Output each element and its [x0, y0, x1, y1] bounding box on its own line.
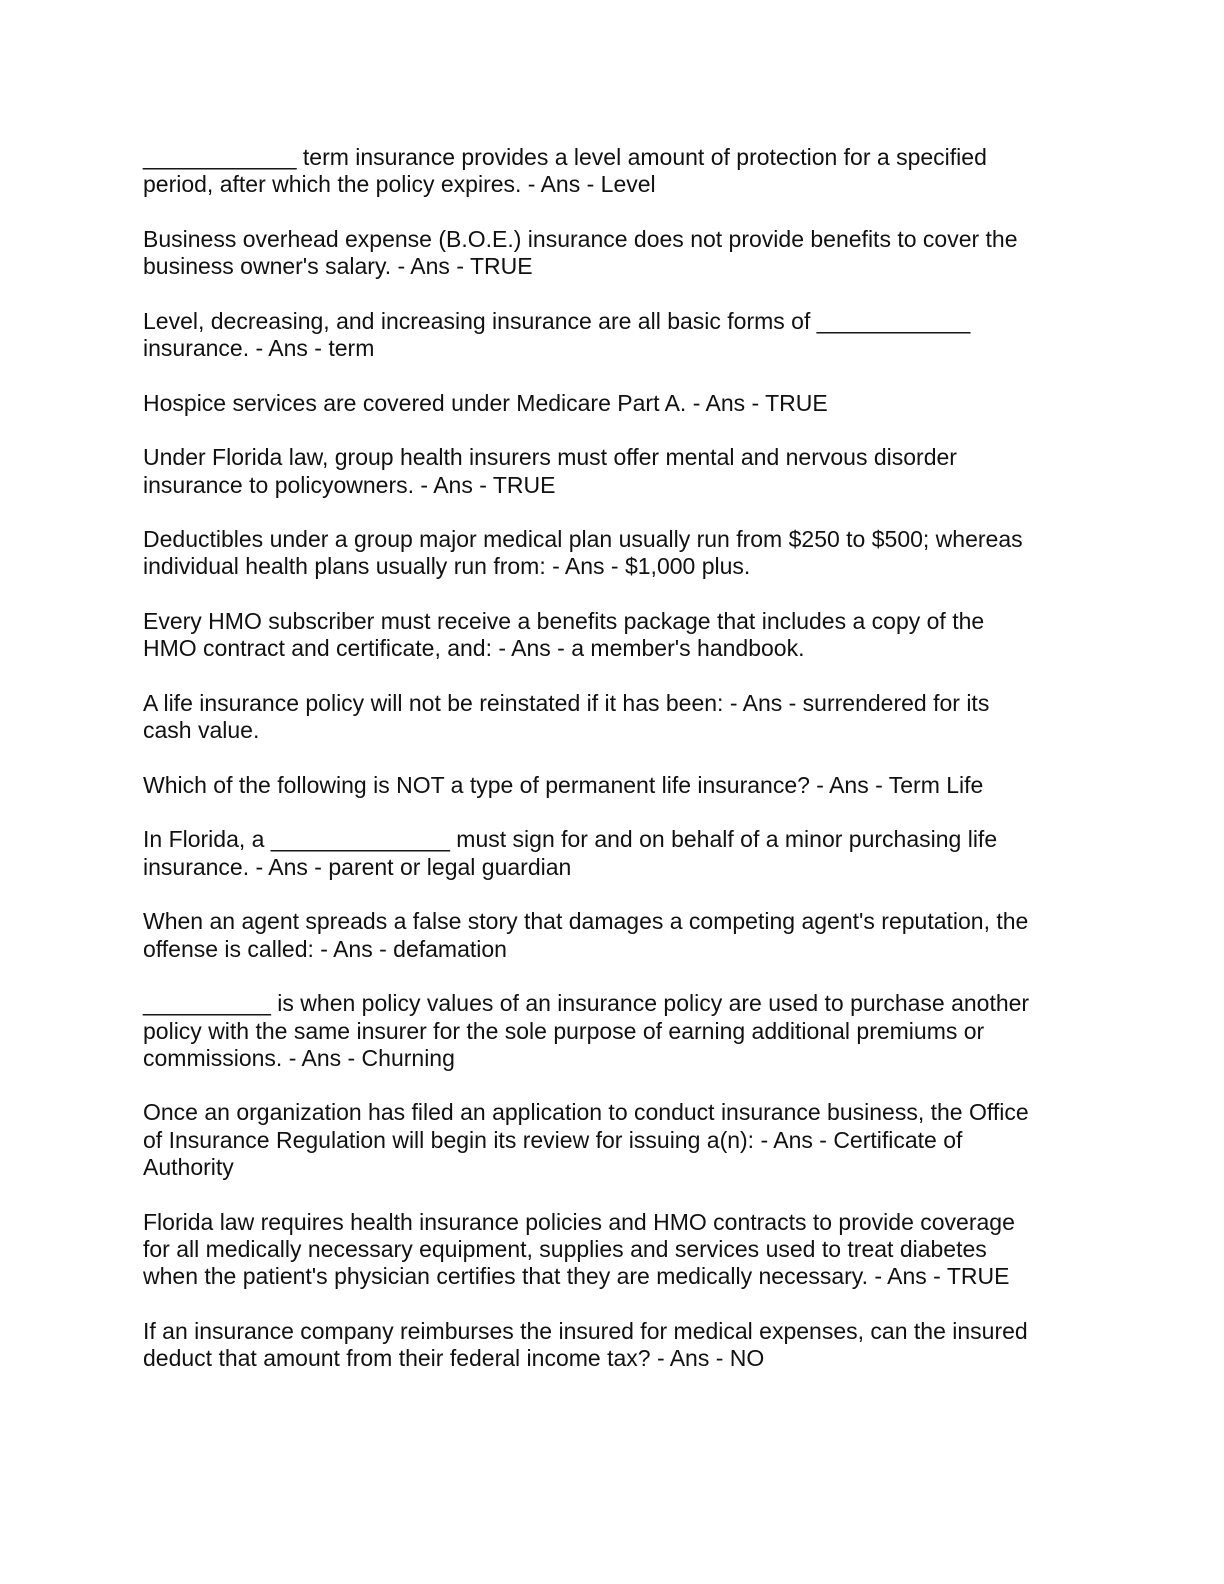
qa-item: Business overhead expense (B.O.E.) insurance does not provide benefits to cover the business owner's salary. - Ans - TRUE: [143, 225, 1018, 280]
qa-item: Once an organization has filed an application to conduct insurance business, the Office of Insurance Regulation will begin its review for issuing a(n): - Ans - Certificate of Authority: [143, 1099, 1029, 1180]
qa-item: When an agent spreads a false story that damages a competing agent's reputation, the offense is called: - Ans - defamation: [143, 908, 1029, 962]
qa-item: Under Florida law, group health insurers must offer mental and nervous disorder insurance to policyowners. - Ans - TRUE: [143, 444, 957, 498]
qa-item: In Florida, a ______________ must sign for and on behalf of a minor purchasing life insurance. - Ans - parent or legal guardian: [143, 826, 998, 880]
qa-list: [143, 144, 1083, 1400]
qa-item: ____________ term insurance provides a level amount of protection for a specified period, after which the policy expires. - Ans - Level: [143, 144, 987, 198]
qa-item: Deductibles under a group major medical plan usually run from $250 to $500; whereas individual health plans usually run from: - Ans - $1,000 plus.: [143, 526, 1023, 580]
qa-item: If an insurance company reimburses the insured for medical expenses, can the insured deduct that amount from their federal income tax? - Ans - NO: [143, 1317, 1028, 1372]
qa-item: Florida law requires health insurance policies and HMO contracts to provide coverage for all medically necessary equipment, supplies and services used to treat diabetes when the patient's physician certifies that they are medically necessary. - Ans - TRUE: [143, 1208, 1015, 1290]
qa-item: A life insurance policy will not be reinstated if it has been: - Ans - surrendered for its cash value.: [143, 689, 990, 744]
qa-item: Level, decreasing, and increasing insurance are all basic forms of ____________ insurance. - Ans - term: [143, 307, 971, 362]
qa-item: Hospice services are covered under Medicare Part A. - Ans - TRUE: [143, 389, 828, 416]
qa-item: Which of the following is NOT a type of permanent life insurance? - Ans - Term Life: [143, 771, 984, 798]
qa-item: Every HMO subscriber must receive a benefits package that includes a copy of the HMO contract and certificate, and: - Ans - a member's handbook.: [143, 608, 985, 662]
qa-item: __________ is when policy values of an insurance policy are used to purchase another policy with the same insurer for the sole purpose of earning additional premiums or commissions. - Ans - Churning: [143, 990, 1030, 1071]
